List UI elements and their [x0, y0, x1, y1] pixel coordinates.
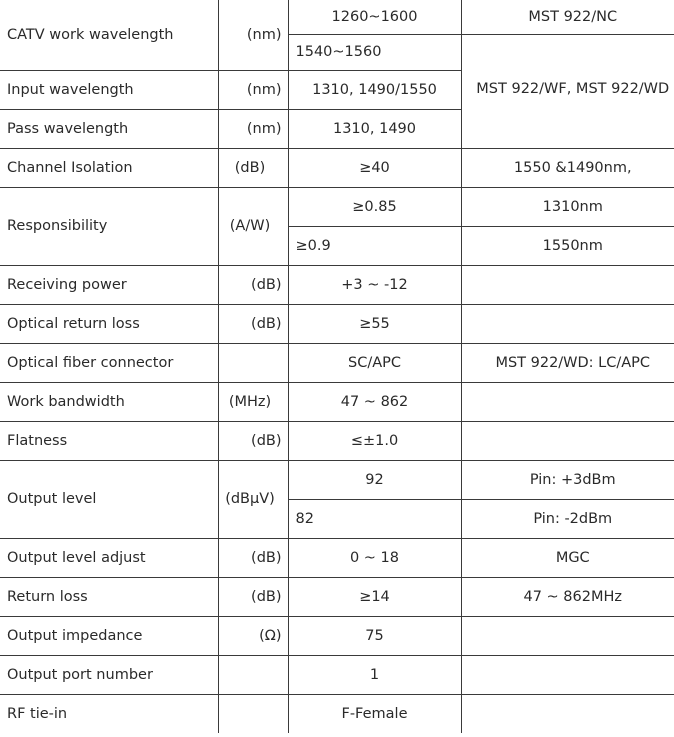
unit-label: (dBμV)	[218, 460, 288, 538]
value-cell: SC/APC	[288, 343, 461, 382]
unit-label: (dB)	[218, 148, 288, 187]
note-cell: MGC	[461, 538, 674, 577]
unit-label: (dB)	[218, 304, 288, 343]
value-cell: 1310, 1490	[288, 109, 461, 148]
note-cell	[461, 421, 674, 460]
param-label: Output level	[0, 460, 218, 538]
table-row	[0, 616, 674, 655]
param-label: CATV work wavelength	[0, 0, 218, 70]
param-label: Responsibility	[0, 187, 218, 265]
table-row	[0, 187, 674, 226]
note-cell: 1310nm	[461, 187, 674, 226]
table-row	[0, 0, 674, 34]
param-label: Optical return loss	[0, 304, 218, 343]
note-cell	[461, 694, 674, 733]
table-row	[0, 538, 674, 577]
value-cell: ≥0.9	[288, 226, 461, 265]
value-cell: 1260~1600	[288, 0, 461, 34]
unit-label: (nm)	[218, 0, 288, 70]
value-cell: ≥55	[288, 304, 461, 343]
table-row	[0, 70, 674, 109]
table-row	[0, 577, 674, 616]
param-label: Output level adjust	[0, 538, 218, 577]
value-cell: ≥40	[288, 148, 461, 187]
param-label: Input wavelength	[0, 70, 218, 109]
note-cell	[461, 304, 674, 343]
unit-label: (dB)	[218, 421, 288, 460]
table-row	[0, 343, 674, 382]
value-cell: 1540~1560	[288, 34, 461, 70]
value-cell: ≤±1.0	[288, 421, 461, 460]
note-cell: Pin: -2dBm	[461, 499, 674, 538]
table-row	[0, 694, 674, 733]
value-cell: 47 ~ 862	[288, 382, 461, 421]
param-label: Output impedance	[0, 616, 218, 655]
unit-label	[218, 655, 288, 694]
value-cell: 92	[288, 460, 461, 499]
value-cell: 1310, 1490/1550	[288, 70, 461, 109]
value-cell: ≥14	[288, 577, 461, 616]
note-cell: MST 922/WF, MST 922/WD	[461, 70, 674, 148]
unit-label: (MHz)	[218, 382, 288, 421]
param-label: Return loss	[0, 577, 218, 616]
table-row	[0, 265, 674, 304]
param-label: Output port number	[0, 655, 218, 694]
note-cell: MST 922/WD: LC/APC	[461, 343, 674, 382]
param-label: Flatness	[0, 421, 218, 460]
unit-label	[218, 694, 288, 733]
note-cell	[461, 655, 674, 694]
table-row	[0, 460, 674, 499]
param-label: RF tie-in	[0, 694, 218, 733]
note-cell	[461, 265, 674, 304]
table-row	[0, 304, 674, 343]
note-cell: Pin: +3dBm	[461, 460, 674, 499]
param-label: Receiving power	[0, 265, 218, 304]
note-cell: 47 ~ 862MHz	[461, 577, 674, 616]
param-label: Work bandwidth	[0, 382, 218, 421]
note-cell	[461, 34, 674, 70]
param-label: Optical fiber connector	[0, 343, 218, 382]
value-cell: F-Female	[288, 694, 461, 733]
table-row	[0, 382, 674, 421]
table-row	[0, 655, 674, 694]
note-cell: 1550nm	[461, 226, 674, 265]
value-cell: ≥0.85	[288, 187, 461, 226]
unit-label: (dB)	[218, 538, 288, 577]
note-cell	[461, 616, 674, 655]
unit-label: (dB)	[218, 265, 288, 304]
value-cell: +3 ~ -12	[288, 265, 461, 304]
value-cell: 0 ~ 18	[288, 538, 461, 577]
param-label: Channel Isolation	[0, 148, 218, 187]
unit-label: (dB)	[218, 577, 288, 616]
param-label: Pass wavelength	[0, 109, 218, 148]
value-cell: 75	[288, 616, 461, 655]
table-row	[0, 148, 674, 187]
unit-label: (Ω)	[218, 616, 288, 655]
note-cell: 1550 &1490nm,	[461, 148, 674, 187]
unit-label: (A/W)	[218, 187, 288, 265]
unit-label: (nm)	[218, 70, 288, 109]
value-cell: 1	[288, 655, 461, 694]
note-cell: MST 922/NC	[461, 0, 674, 34]
note-cell	[461, 382, 674, 421]
table-row	[0, 421, 674, 460]
unit-label: (nm)	[218, 109, 288, 148]
unit-label	[218, 343, 288, 382]
value-cell: 82	[288, 499, 461, 538]
